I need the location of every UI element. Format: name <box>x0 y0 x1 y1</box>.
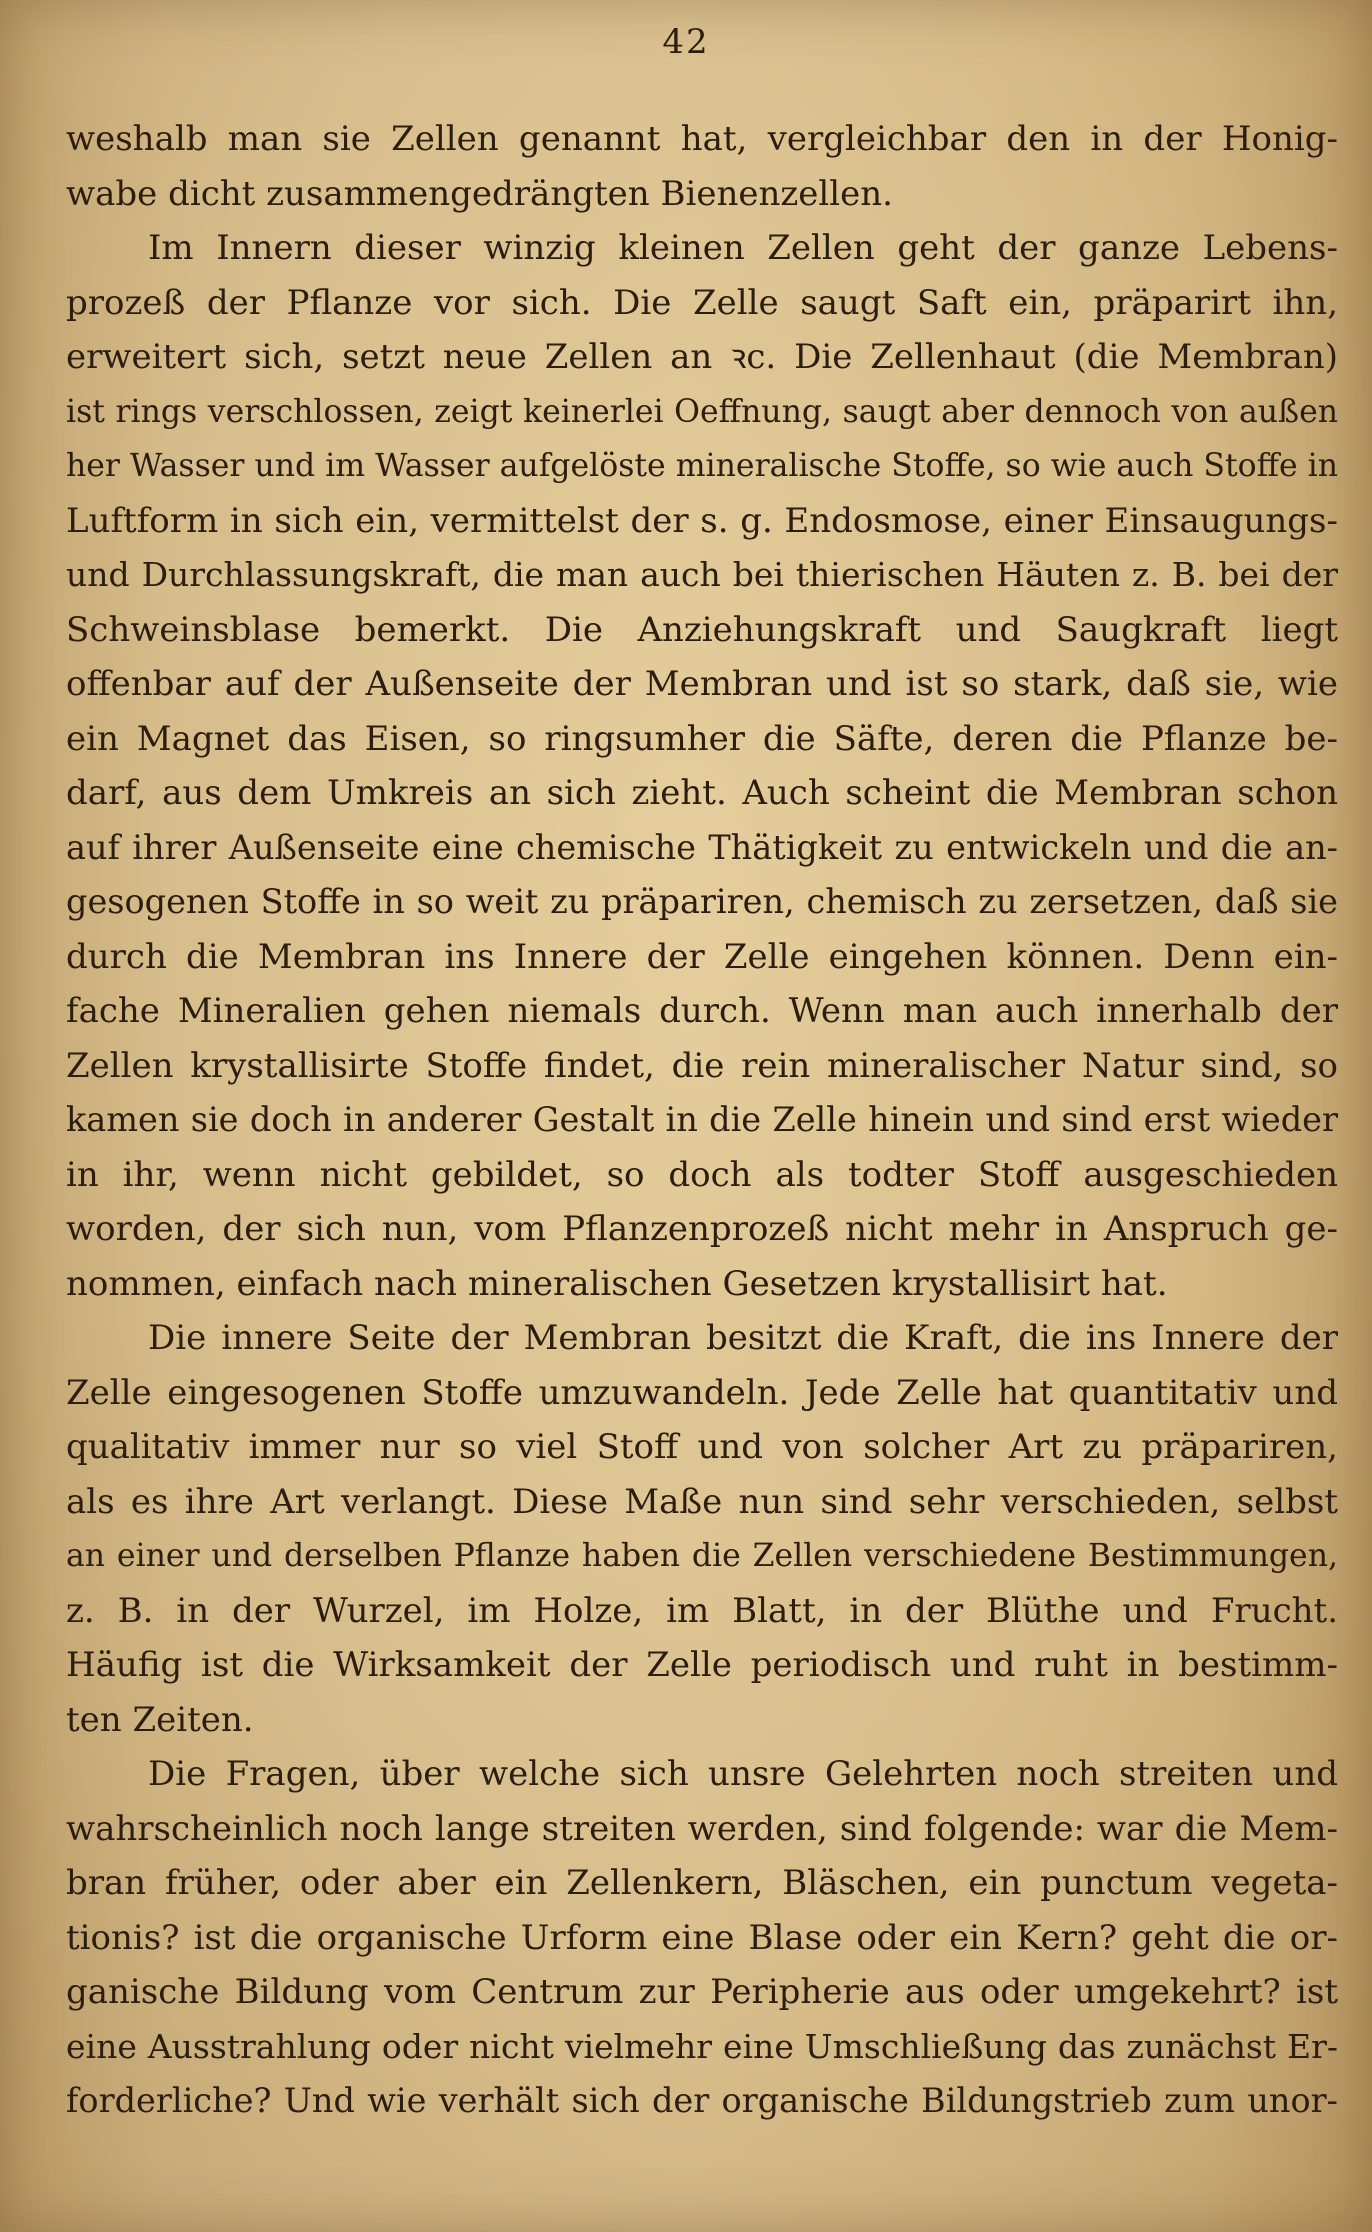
text-line: erweitert sich, setzt neue Zellen an ꝛc. Die Zellenhaut (die Membran) <box>66 337 1338 377</box>
text-line: darf, aus dem Umkreis an sich zieht. Auch scheint die Membran schon <box>66 773 1338 813</box>
text-line: prozeß der Pflanze vor sich. Die Zelle saugt Saft ein, präparirt ihn, <box>66 282 1338 323</box>
text-line: gesogenen Stoffe in so weit zu präpariren, chemisch zu zersetzen, daß sie <box>66 882 1338 921</box>
text-line: ten Zeiten. <box>66 1699 254 1740</box>
text-line: ein Magnet das Eisen, so ringsumher die Säfte, deren die Pflanze be- <box>66 718 1338 759</box>
text-line: eine Ausstrahlung oder nicht vielmehr eine Umschließung das zunächst Er- <box>66 2026 1338 2066</box>
text-line: Die Fragen, über welche sich unsre Gelehrten noch streiten und <box>148 1754 1338 1794</box>
text-line: bran früher, oder aber ein Zellenkern, Bläschen, ein punctum vegeta- <box>66 1863 1338 1903</box>
text-line: kamen sie doch in anderer Gestalt in die Zelle hinein und sind erst wieder <box>66 1100 1338 1139</box>
text-line: ganische Bildung vom Centrum zur Peripherie aus oder umgekehrt? ist <box>66 1972 1338 2012</box>
text-line: forderliche? Und wie verhält sich der organische Bildungstrieb zum unor- <box>66 2081 1338 2120</box>
text-line: tionis? ist die organische Urform eine Blase oder ein Kern? geht die or- <box>66 1917 1338 1958</box>
paragraph <box>66 221 1338 1311</box>
text-line: Luftform in sich ein, vermittelst der s. g. Endosmose, einer Einsaugungs- <box>66 500 1338 541</box>
text-line: Schweinsblase bemerkt. Die Anziehungskraft und Saugkraft liegt <box>66 609 1338 650</box>
paragraph <box>66 1311 1338 1747</box>
body-text <box>66 112 1338 2129</box>
text-line: Zelle eingesogenen Stoffe umzuwandeln. Jede Zelle hat quantitativ und <box>66 1372 1338 1413</box>
text-line: in ihr, wenn nicht gebildet, so doch als todter Stoff ausgeschieden <box>66 1154 1338 1195</box>
text-line: fache Mineralien gehen niemals durch. Wenn man auch innerhalb der <box>66 991 1338 1031</box>
text-line: offenbar auf der Außenseite der Membran und ist so stark, daß sie, wie <box>66 664 1338 704</box>
text-line: wahrscheinlich noch lange streiten werden, sind folgende: war die Mem- <box>66 1808 1338 1849</box>
text-line: Die innere Seite der Membran besitzt die Kraft, die ins Innere der <box>148 1318 1338 1358</box>
text-line: weshalb man sie Zellen genannt hat, vergleichbar den in der Honig- <box>66 119 1338 159</box>
text-line: wabe dicht zusammengedrängten Bienenzellen. <box>66 173 893 214</box>
text-line: z. B. in der Wurzel, im Holze, im Blatt, in der Blüthe und Frucht. <box>66 1590 1338 1631</box>
text-line: Zellen krystallisirte Stoffe findet, die rein mineralischer Natur sind, so <box>66 1045 1338 1086</box>
text-line: Häufig ist die Wirksamkeit der Zelle periodisch und ruht in bestimm- <box>66 1645 1338 1685</box>
paragraph <box>66 112 1338 221</box>
text-line: her Wasser und im Wasser aufgelöste mineralische Stoffe, so wie auch Stoffe in <box>66 448 1338 484</box>
text-line: ist rings verschlossen, zeigt keinerlei Oeffnung, saugt aber dennoch von außen <box>66 393 1338 430</box>
text-line: worden, der sich nun, vom Pflanzenprozeß nicht mehr in Anspruch ge- <box>66 1209 1338 1249</box>
text-line: durch die Membran ins Innere der Zelle eingehen können. Denn ein- <box>66 936 1338 977</box>
text-line: und Durchlassungskraft, die man auch bei thierischen Häuten z. B. bei der <box>66 555 1338 594</box>
page-number: 42 <box>662 22 710 62</box>
text-line: an einer und derselben Pflanze haben die Zellen verschiedene Bestimmungen, <box>66 1538 1338 1574</box>
text-line: nommen, einfach nach mineralischen Gesetzen krystallisirt hat. <box>66 1263 1168 1304</box>
text-line: auf ihrer Außenseite eine chemische Thätigkeit zu entwickeln und die an- <box>66 827 1338 867</box>
paragraph <box>66 1747 1338 2129</box>
text-line: Im Innern dieser winzig kleinen Zellen geht der ganze Lebens- <box>148 228 1338 268</box>
text-line: qualitativ immer nur so viel Stoff und von solcher Art zu präpariren, <box>66 1427 1338 1467</box>
text-line: als es ihre Art verlangt. Diese Maße nun sind sehr verschieden, selbst <box>66 1481 1338 1522</box>
